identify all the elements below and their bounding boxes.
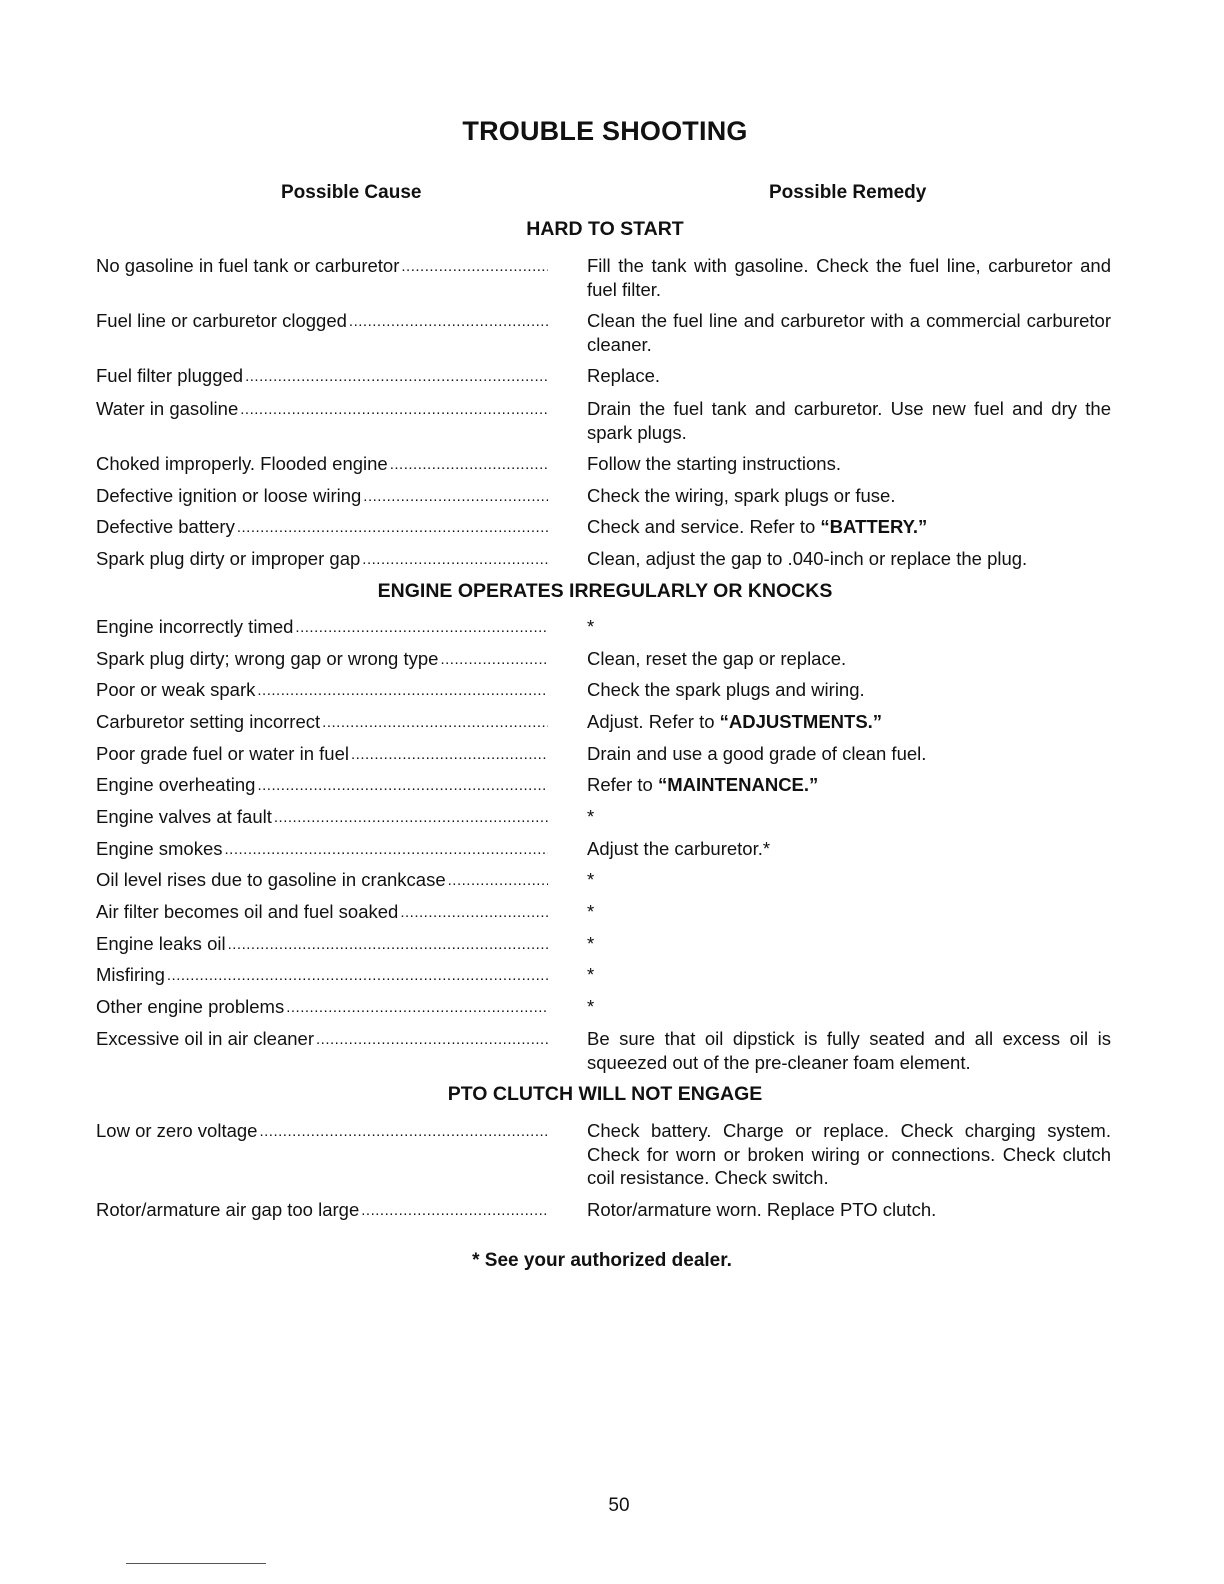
remedy-cell: Be sure that oil dipstick is fully seated and all excess oil is squeezed out of the pre-cleaner foam element. (587, 1028, 1111, 1073)
cause-cell: Air filter becomes oil and fuel soaked ..... (96, 900, 548, 924)
cause-cell: Fuel filter plugged ..... (96, 364, 548, 388)
cause-cell: Spark plug dirty; wrong gap or wrong type ..... (96, 647, 548, 671)
cause-cell: Defective battery ..... (96, 515, 548, 539)
cause-cell: Water in gasoline ..... (96, 397, 548, 421)
cause-cell: Engine leaks oil ..... (96, 932, 548, 956)
cause-cell: Engine valves at fault ..... (96, 805, 548, 829)
remedy-cell: * (587, 996, 595, 1017)
cause-cell: Carburetor setting incorrect ..... (96, 710, 548, 734)
remedy-cell: Refer to “MAINTENANCE.” (587, 774, 819, 795)
cause-cell: Engine overheating ..... (96, 773, 548, 797)
remedy-cell: Adjust. Refer to “ADJUSTMENTS.” (587, 711, 883, 732)
cause-cell: Defective ignition or loose wiring ..... (96, 484, 548, 508)
remedy-cell: * (587, 933, 595, 954)
cause-cell: Spark plug dirty or improper gap ..... (96, 547, 548, 571)
remedy-cell: Clean, adjust the gap to .040-inch or replace the plug. (587, 548, 1028, 569)
cause-cell: Low or zero voltage ..... (96, 1119, 548, 1143)
remedy-cell: Clean, reset the gap or replace. (587, 648, 847, 669)
scan-edge-line (126, 1563, 266, 1564)
cause-cell: Engine smokes ..... (96, 837, 548, 861)
cause-cell: Excessive oil in air cleaner ..... (96, 1027, 548, 1051)
remedy-cell: Check the spark plugs and wiring. (587, 679, 865, 700)
footnote: * See your authorized dealer. (472, 1250, 732, 1271)
cause-cell: No gasoline in fuel tank or carburetor ..... (96, 254, 548, 278)
remedy-cell: Check and service. Refer to “BATTERY.” (587, 516, 928, 537)
cause-cell: Poor grade fuel or water in fuel ..... (96, 742, 548, 766)
remedy-cell: Clean the fuel line and carburetor with a commercial carburetor cleaner. (587, 310, 1111, 355)
cause-cell: Misfiring ..... (96, 963, 548, 987)
section-title-pto-clutch: PTO CLUTCH WILL NOT ENGAGE (447, 1083, 763, 1105)
remedy-cell: Adjust the carburetor.* (587, 838, 771, 859)
cause-cell: Rotor/armature air gap too large ..... (96, 1198, 548, 1222)
remedy-cell: Drain and use a good grade of clean fuel. (587, 743, 927, 764)
remedy-cell: Check the wiring, spark plugs or fuse. (587, 485, 896, 506)
page-number: 50 (608, 1495, 630, 1516)
remedy-cell: * (587, 901, 595, 922)
cause-cell: Other engine problems ..... (96, 995, 548, 1019)
cause-cell: Oil level rises due to gasoline in crankcase ..... (96, 868, 548, 892)
remedy-cell: Replace. (587, 365, 661, 386)
section-title-engine-irregular: ENGINE OPERATES IRREGULARLY OR KNOCKS (377, 580, 833, 602)
cause-cell: Engine incorrectly timed ..... (96, 615, 548, 639)
remedy-cell: * (587, 869, 595, 890)
column-header-remedy: Possible Remedy (769, 182, 927, 203)
section-title-hard-to-start: HARD TO START (526, 218, 684, 240)
page-title: TROUBLE SHOOTING (462, 116, 748, 146)
remedy-cell: Rotor/armature worn. Replace PTO clutch. (587, 1199, 937, 1220)
remedy-cell: Drain the fuel tank and carburetor. Use new fuel and dry the spark plugs. (587, 398, 1111, 443)
cause-cell: Fuel line or carburetor clogged ..... (96, 309, 548, 333)
remedy-cell: * (587, 806, 595, 827)
remedy-cell: Check battery. Charge or replace. Check charging system. Check for worn or broken wiring or connections. Check clutch coil resistance. Check switch. (587, 1120, 1111, 1188)
remedy-cell: * (587, 616, 595, 637)
remedy-cell: * (587, 964, 595, 985)
remedy-cell: Follow the starting instructions. (587, 453, 841, 474)
cause-cell: Poor or weak spark ..... (96, 678, 548, 702)
cause-cell: Choked improperly. Flooded engine ..... (96, 452, 548, 476)
column-header-cause: Possible Cause (281, 182, 422, 203)
remedy-cell: Fill the tank with gasoline. Check the fuel line, carburetor and fuel filter. (587, 255, 1111, 300)
